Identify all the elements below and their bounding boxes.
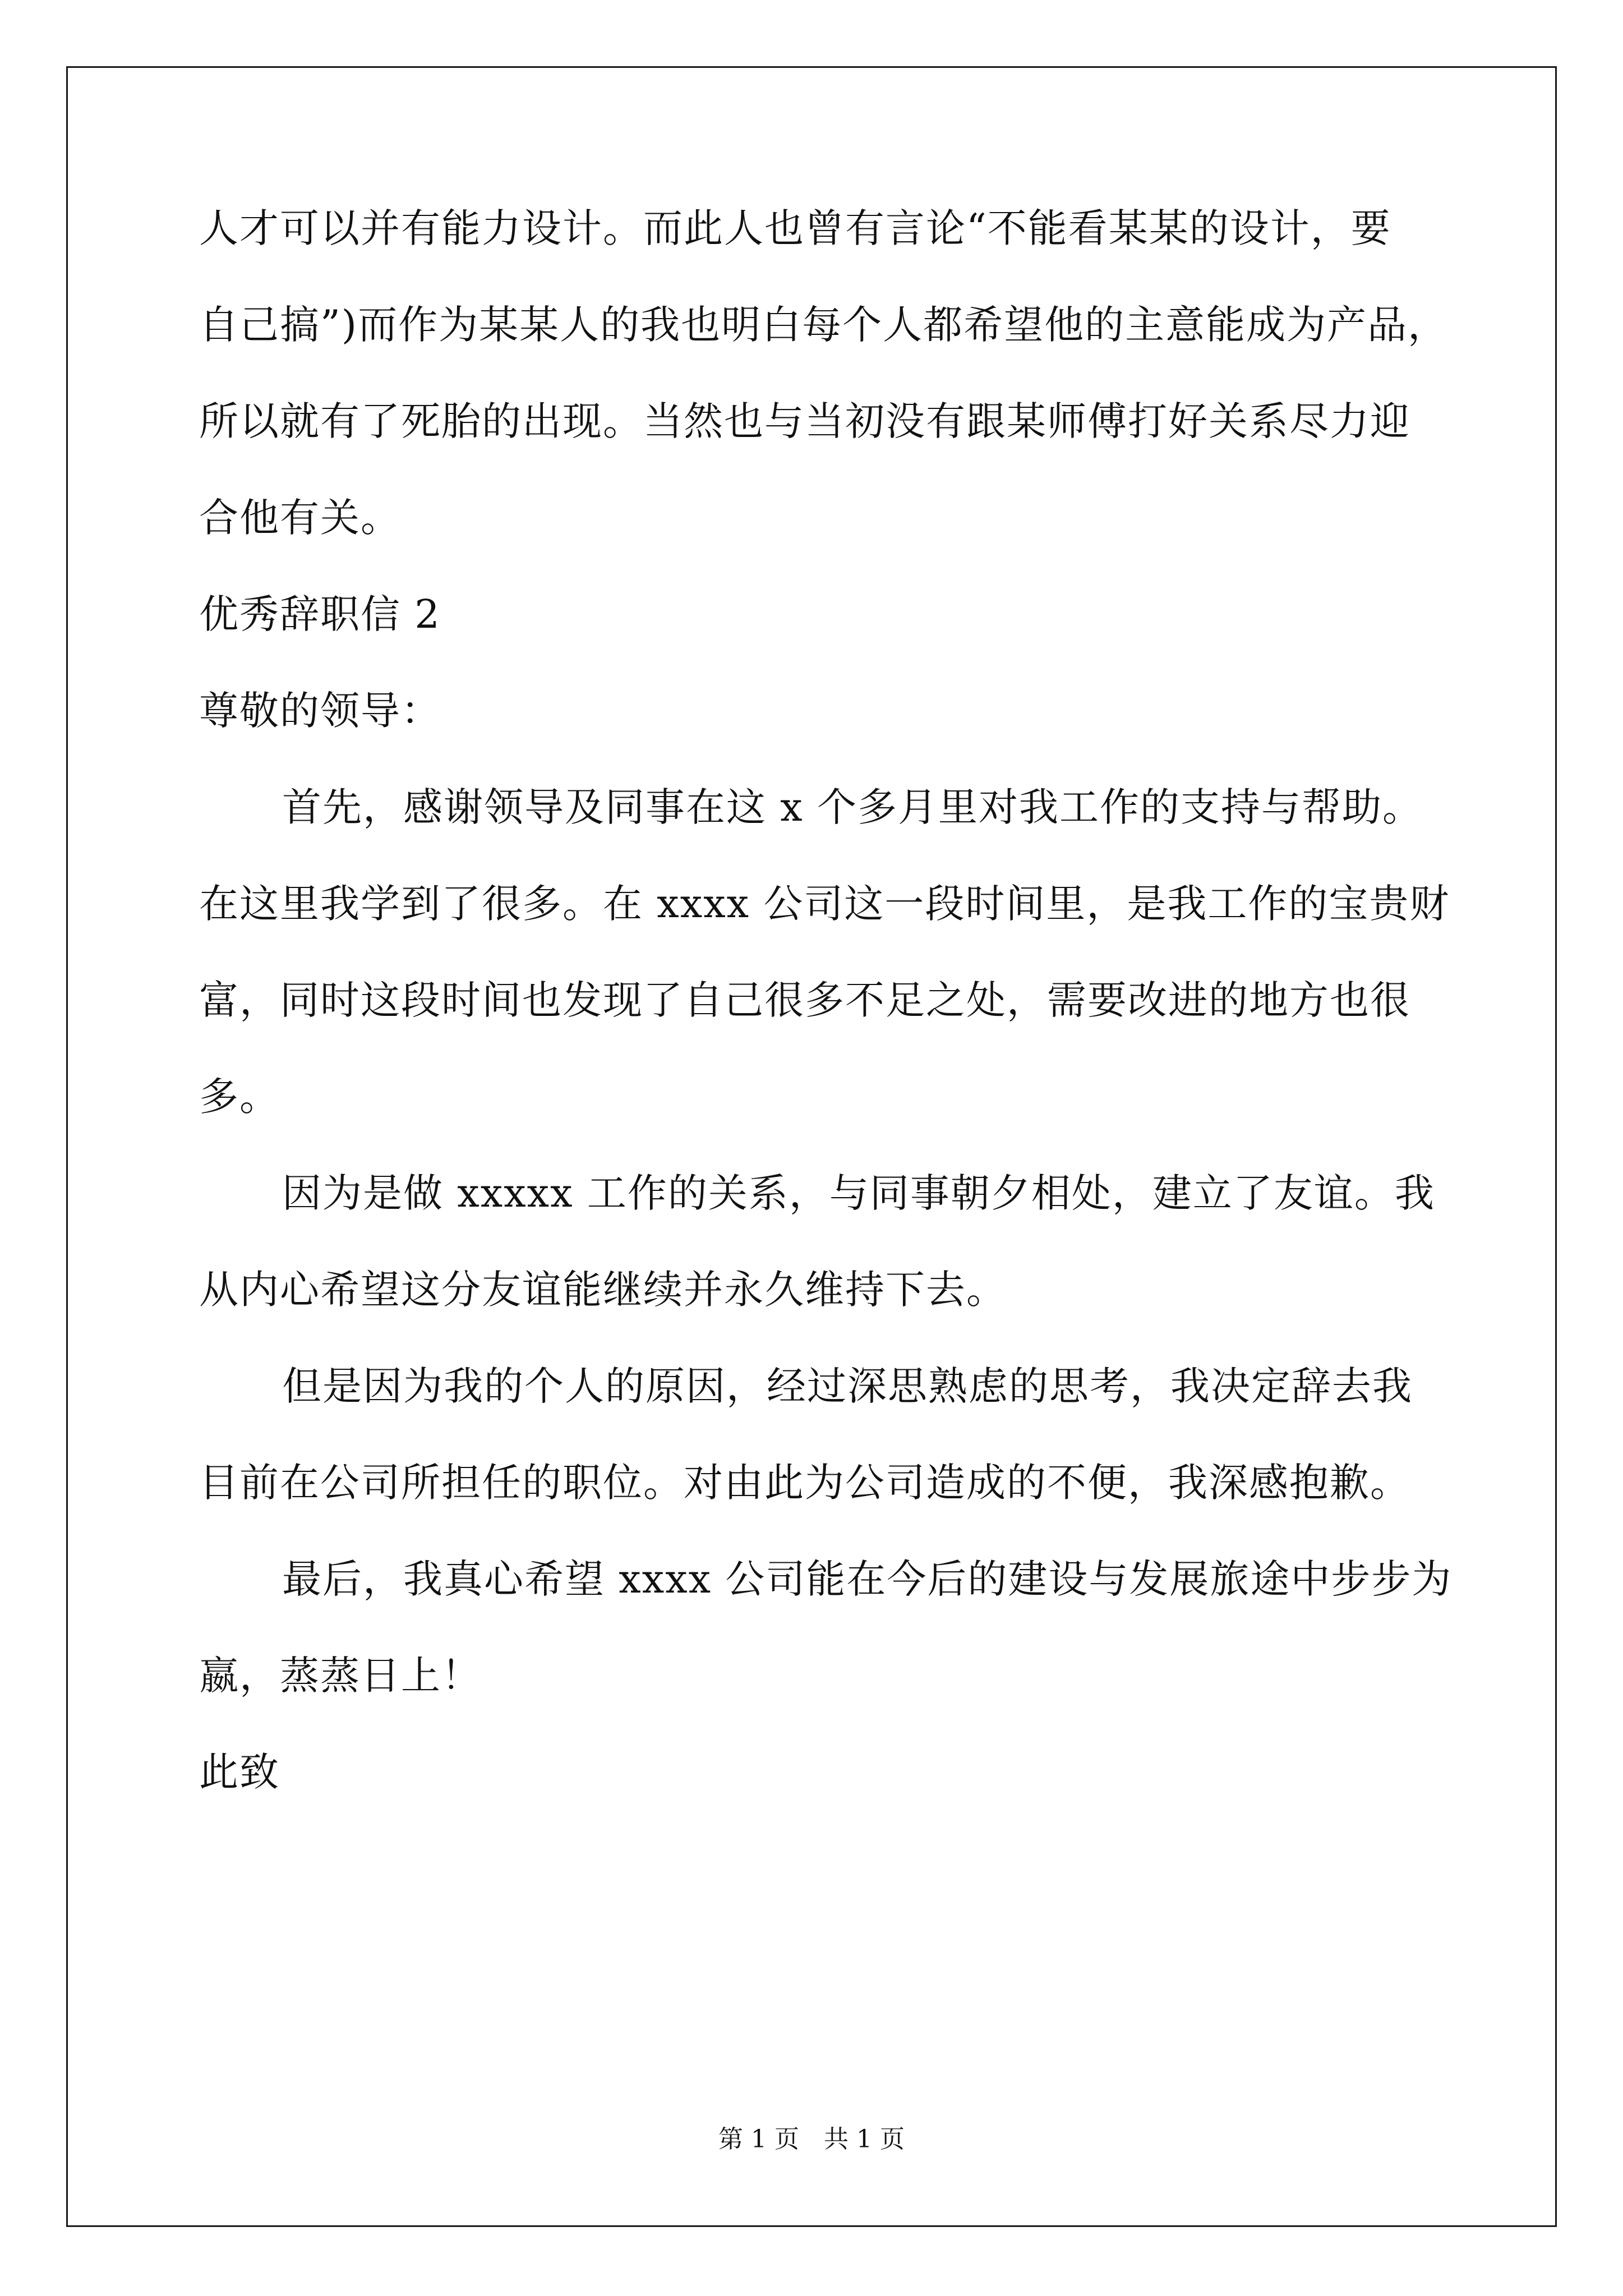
paragraph-line: 自己搞”)而作为某某人的我也明白每个人都希望他的主意能成为产品， bbox=[199, 302, 1449, 348]
page-footer: 第 1 页 共 1 页 bbox=[718, 2125, 905, 2154]
section-title: 优秀辞职信 2 bbox=[199, 591, 441, 637]
paragraph-line: 多。 bbox=[199, 1074, 280, 1120]
paragraph-line: 从内心希望这分友谊能继续并永久维持下去。 bbox=[199, 1267, 1007, 1313]
paragraph-line: 首先，感谢领导及同事在这 x 个多月里对我工作的支持与帮助。 bbox=[282, 784, 1423, 830]
paragraph-line: 目前在公司所担任的职位。对由此为公司造成的不便，我深感抱歉。 bbox=[199, 1460, 1410, 1506]
paragraph-line: 富，同时这段时间也发现了自己很多不足之处，需要改进的地方也很 bbox=[199, 977, 1410, 1023]
document-body bbox=[199, 205, 1478, 1849]
paragraph-line: 在这里我学到了很多。在 xxxx 公司这一段时间里，是我工作的宝贵财 bbox=[199, 881, 1450, 927]
paragraph-line: 所以就有了死胎的出现。当然也与当初没有跟某师傅打好关系尽力迎 bbox=[199, 398, 1410, 444]
paragraph-line: 因为是做 xxxxx 工作的关系，与同事朝夕相处，建立了友谊。我 bbox=[282, 1170, 1435, 1216]
paragraph-line: 最后，我真心希望 xxxx 公司能在今后的建设与发展旅途中步步为 bbox=[282, 1556, 1453, 1602]
paragraph-line: 嬴，蒸蒸日上！ bbox=[199, 1653, 482, 1699]
closing-line: 此致 bbox=[199, 1749, 280, 1795]
paragraph-line: 人才可以并有能力设计。而此人也曾有言论“不能看某某的设计，要 bbox=[199, 205, 1391, 251]
salutation: 尊敬的领导： bbox=[199, 688, 441, 734]
paragraph-line: 但是因为我的个人的原因，经过深思熟虑的思考，我决定辞去我 bbox=[282, 1363, 1413, 1409]
paragraph-line: 合他有关。 bbox=[199, 495, 401, 541]
